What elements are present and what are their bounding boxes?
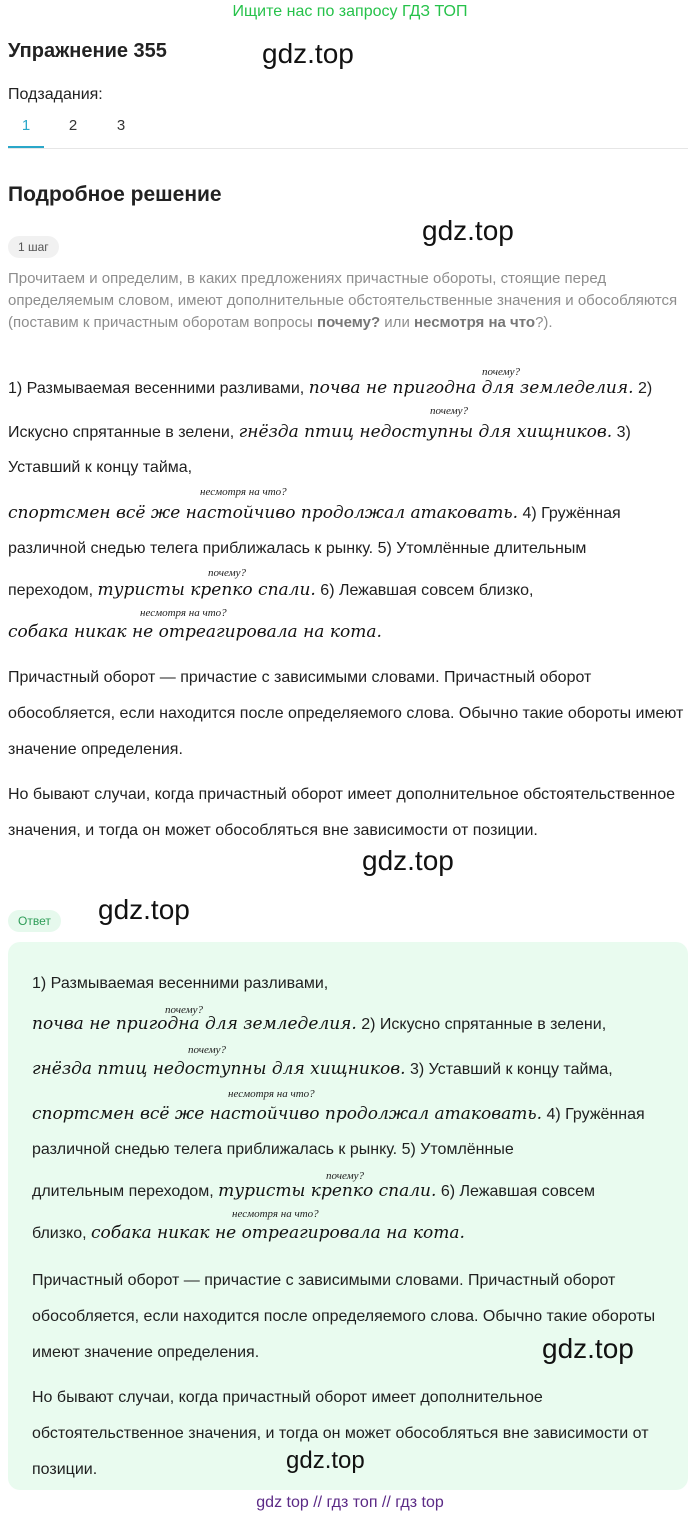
explanation-paragraph-1: Причастный оборот — причастие с зависимыми словами. Причастный оборот обособляется, если находится после определяемого слова. Обычно такие обороты имеют значение определения. (8, 669, 684, 758)
question-note: несмотря на что? (232, 1208, 319, 1220)
handwritten-fragment: почва не пригодна для земледелия. (32, 1014, 357, 1034)
handwritten-fragment: собака никак не отреагировала на кота. (91, 1223, 465, 1243)
watermark: gdz.top (262, 38, 354, 69)
solution-line-7 (8, 622, 382, 642)
question-note: почему? (165, 1004, 203, 1016)
tab-1[interactable]: 1 (8, 116, 44, 148)
handwritten-fragment: туристы крепко спали. (97, 580, 316, 600)
footer-links[interactable]: gdz top // гдз топ // гдз top (256, 1494, 444, 1511)
handwritten-fragment: спортсмен всё же настойчиво продолжал атаковать. (32, 1104, 543, 1124)
tab-2[interactable]: 2 (68, 117, 78, 134)
step-badge: 1 шаг (8, 236, 59, 258)
watermark: gdz.top (286, 1447, 365, 1474)
intro-text: Прочитаем и определим, в каких предложениях причастные обороты, стоящие перед определяемым словом, имеют дополнительные обстоятельственные значения и обособляются (поставим к причастным оборотам вопросы почему? или несмотря на что?). (8, 270, 678, 331)
answer-paragraph-2: Но бывают случаи, когда причастный оборот имеет дополнительное обстоятельственное значения, и тогда он может обособляться вне зависимости от позиции. (32, 1389, 649, 1478)
answer-line-3: гнёзда птиц недоступны для хищников. 3) Уставший к концу тайма, (32, 1059, 613, 1079)
solution-line-1: 1) Размываемая весенними разливами, почва не пригодна для земледелия. 2) (8, 378, 653, 398)
handwritten-fragment: гнёзда птиц недоступны для хищников. (32, 1059, 406, 1079)
answer-line-1: 1) Размываемая весенними разливами, (32, 975, 329, 992)
handwritten-fragment: гнёзда птиц недоступны для хищников. (238, 422, 613, 442)
solution-line-6: переходом, туристы крепко спали. 6) Лежавшая совсем близко, (8, 580, 534, 600)
subtasks-label: Подзадания: (8, 86, 103, 103)
answer-line-4: спортсмен всё же настойчиво продолжал атаковать. 4) Гружённая (32, 1104, 645, 1124)
tab-3[interactable]: 3 (116, 117, 126, 134)
answer-line-2: почва не пригодна для земледелия. 2) Искусно спрятанные в зелени, (32, 1014, 607, 1034)
solution-line-2: Искусно спрятанные в зелени, гнёзда птиц недоступны для хищников. 3) (8, 422, 631, 442)
watermark: gdz.top (362, 845, 454, 876)
watermark: gdz.top (98, 894, 190, 925)
solution-line-3: Уставший к концу тайма, (8, 459, 193, 476)
question-note: несмотря на что? (228, 1088, 315, 1100)
question-note: почему? (326, 1170, 364, 1182)
watermark: gdz.top (422, 215, 514, 246)
question-note: почему? (482, 366, 520, 378)
watermark: gdz.top (542, 1333, 634, 1364)
explanation-paragraph-2: Но бывают случаи, когда причастный оборот имеет дополнительное обстоятельственное значения, и тогда он может обособляться вне зависимости от позиции. (8, 786, 676, 839)
handwritten-fragment: туристы крепко спали. (218, 1181, 437, 1201)
handwritten-fragment: собака никак не отреагировала на кота. (8, 622, 382, 642)
solution-line-4: спортсмен всё же настойчиво продолжал атаковать. 4) Гружённая (8, 503, 621, 523)
section-title: Подробное решение (8, 183, 222, 206)
answer-paragraph-1: Причастный оборот — причастие с зависимыми словами. Причастный оборот обособляется, если находится после определяемого слова. Обычно такие обороты имеют значение определения. (32, 1272, 656, 1361)
question-note: несмотря на что? (200, 486, 287, 498)
page-title: Упражнение 355 (8, 40, 167, 62)
question-note: почему? (430, 405, 468, 417)
handwritten-fragment: спортсмен всё же настойчиво продолжал атаковать. (8, 503, 519, 523)
solution-line-5: различной снедью телега приближалась к рынку. 5) Утомлённые длительным (8, 540, 587, 557)
answer-badge: Ответ (8, 910, 61, 932)
question-note: несмотря на что? (140, 607, 227, 619)
answer-line-5: различной снедью телега приближалась к рынку. 5) Утомлённые (32, 1141, 514, 1158)
question-note: почему? (188, 1044, 226, 1056)
answer-line-7: близко, собака никак не отреагировала на кота. (32, 1223, 465, 1243)
question-note: почему? (208, 567, 246, 579)
handwritten-fragment: почва не пригодна для земледелия. (308, 378, 634, 398)
search-banner[interactable]: Ищите нас по запросу ГДЗ ТОП (232, 3, 468, 20)
subtask-tabs (8, 116, 688, 149)
answer-line-6: длительным переходом, туристы крепко спали. 6) Лежавшая совсем (32, 1181, 595, 1201)
